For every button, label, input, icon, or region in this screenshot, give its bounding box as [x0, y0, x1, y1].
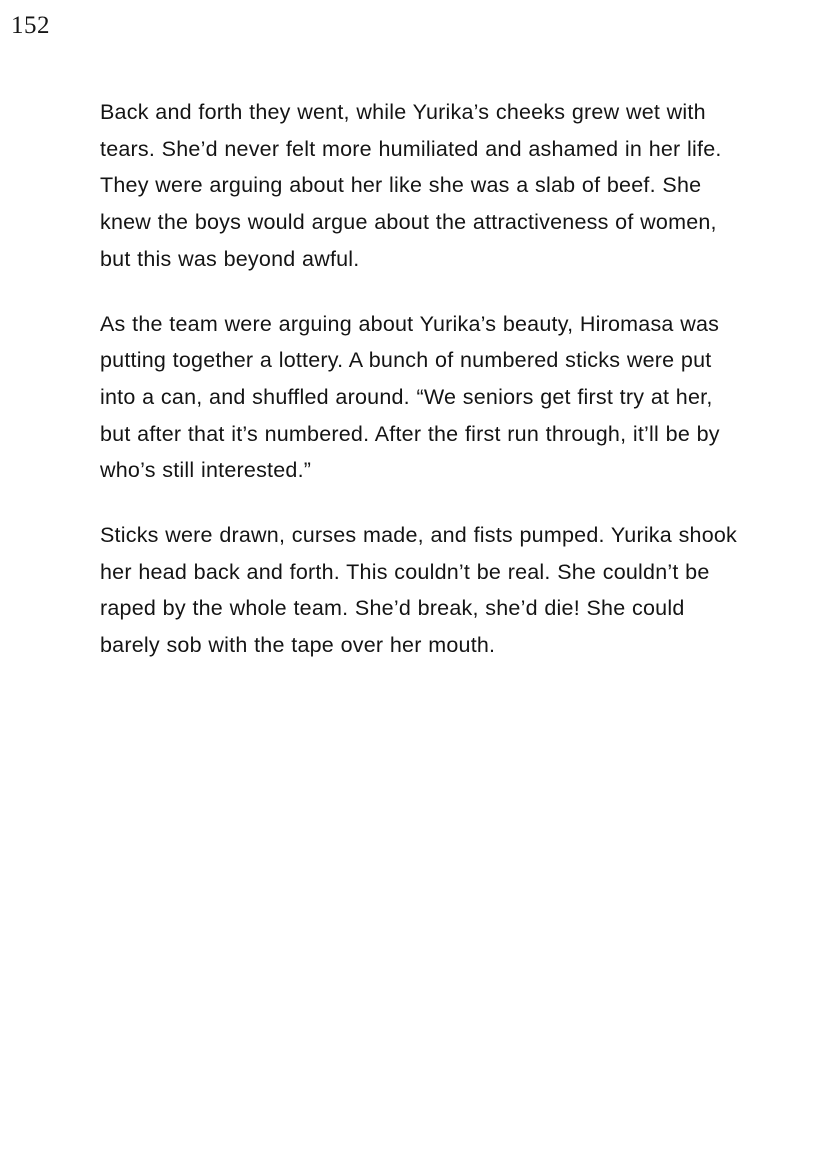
paragraph: As the team were arguing about Yurika’s beauty, Hiromasa was putting together a lottery. A bunch of numbered sticks were put into a can, and shuffled around. “We seniors get first try at her, but after that it’s numbered. After the first run through, it’ll be by who’s still interested.” — [100, 311, 720, 483]
page-number: 152 — [11, 12, 50, 39]
paragraph: Back and forth they went, while Yurika’s cheeks grew wet with tears. She’d never felt more humiliated and ashamed in her life. They were arguing about her like she was a slab of beef. She knew the boys would argue about the attractiveness of women, but this was beyond awful. — [100, 100, 722, 271]
paragraph: Sticks were drawn, curses made, and fists pumped. Yurika shook her head back and forth. This couldn’t be real. She couldn’t be raped by the whole team. She’d break, she’d die! She could barely sob with the tape over her mouth. — [100, 523, 738, 658]
page-body — [100, 94, 740, 664]
